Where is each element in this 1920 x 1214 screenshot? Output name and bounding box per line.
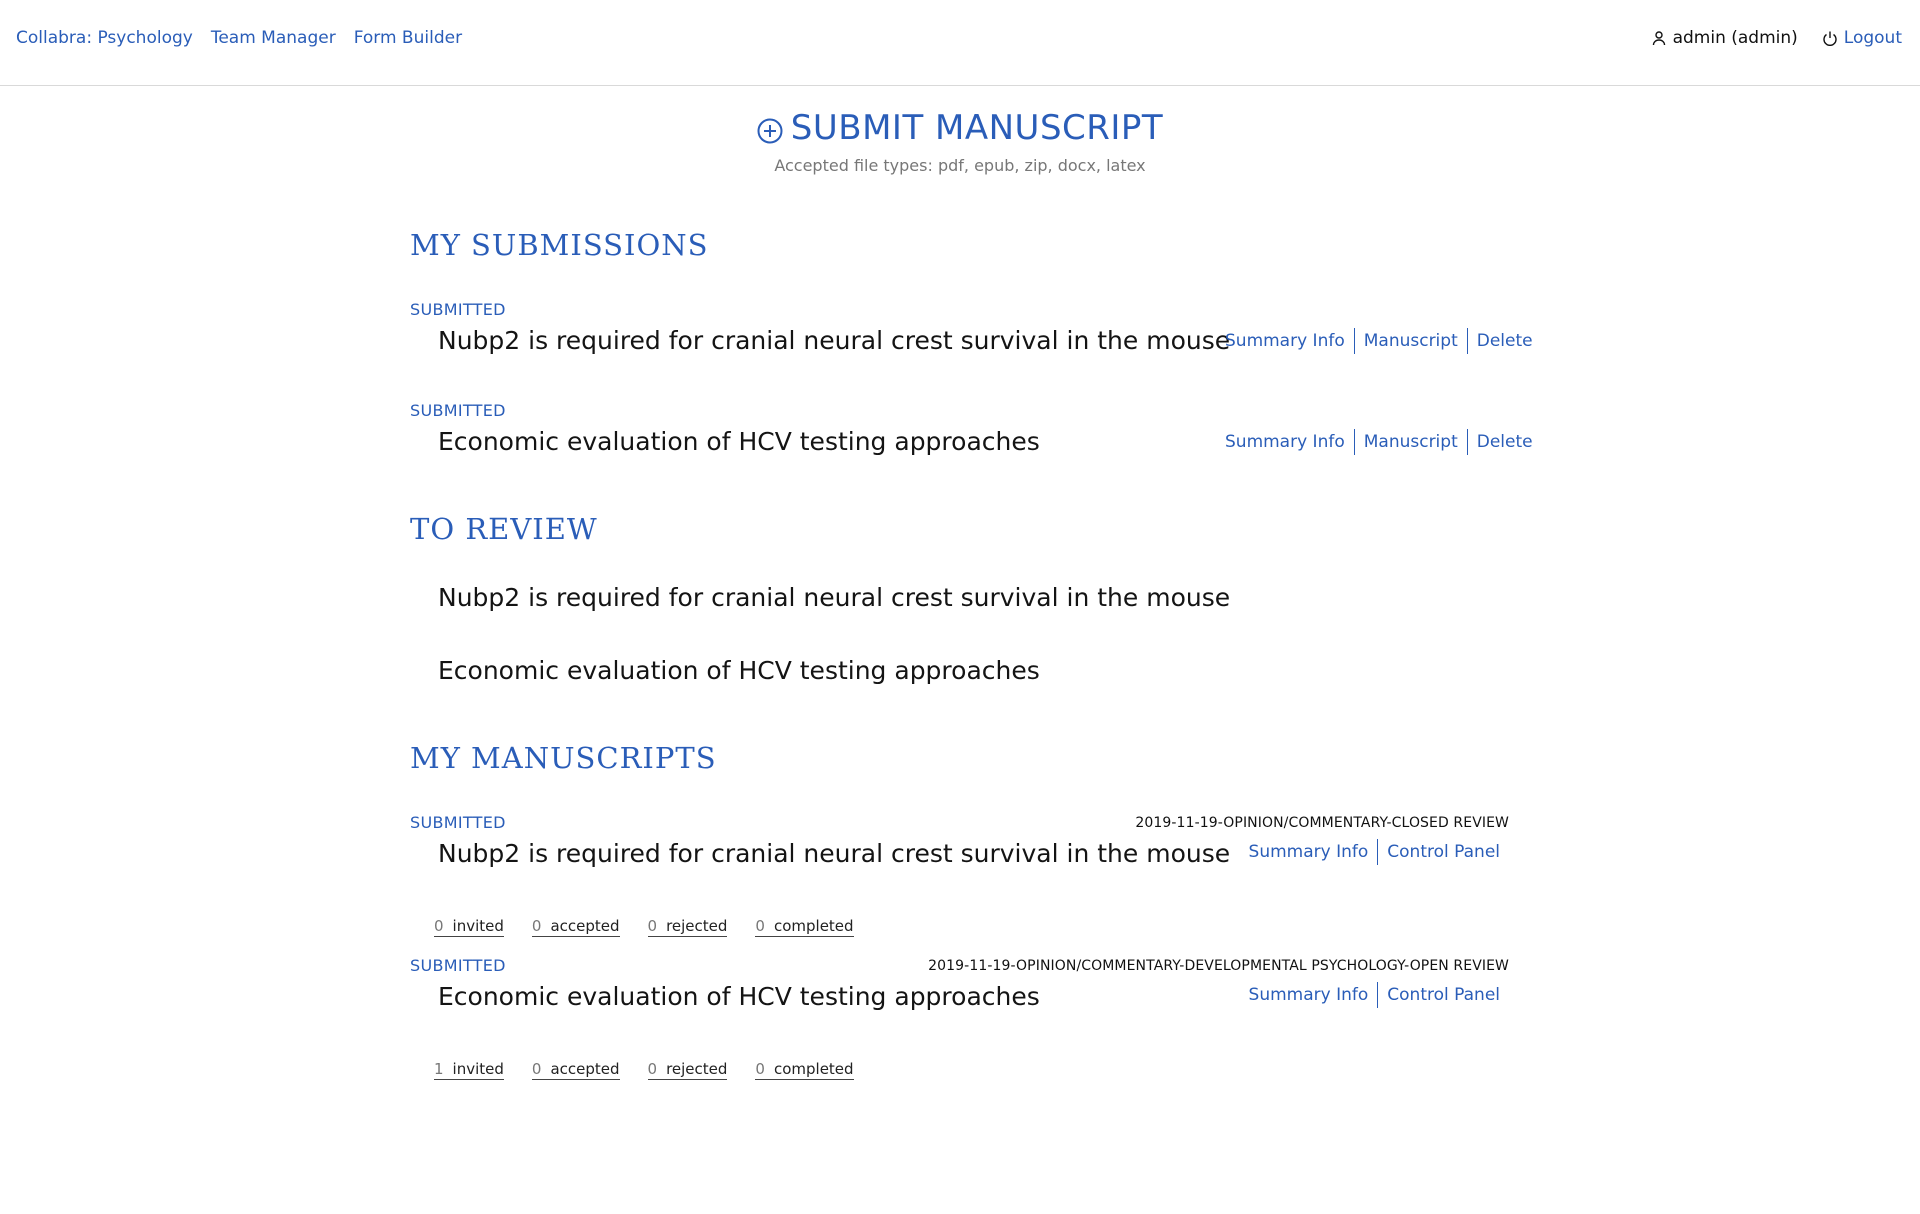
rejected-count[interactable] — [648, 917, 728, 937]
count-number: 0 — [755, 1060, 765, 1078]
nav-brand-link[interactable]: Collabra: Psychology — [16, 28, 193, 48]
accepted-file-types: Accepted file types: pdf, epub, zip, docx, latex — [774, 156, 1146, 175]
count-number: 0 — [647, 1060, 658, 1078]
summary-info-link[interactable]: Summary Info — [1225, 432, 1345, 452]
divider — [1467, 328, 1468, 354]
delete-link[interactable]: Delete — [1476, 432, 1533, 452]
divider — [1377, 839, 1378, 865]
manuscript-title: Nubp2 is required for cranial neural crest survival in the mouse — [438, 839, 1231, 868]
manuscript-link[interactable]: Manuscript — [1363, 432, 1458, 452]
summary-info-link[interactable]: Summary Info — [1225, 331, 1345, 351]
nav-left — [16, 28, 462, 48]
count-label: accepted — [550, 917, 620, 935]
count-label: accepted — [550, 1060, 620, 1078]
divider — [1354, 328, 1355, 354]
submission-actions — [1225, 328, 1533, 354]
count-number: 0 — [434, 917, 444, 935]
invited-count[interactable] — [434, 1060, 504, 1080]
accepted-count[interactable] — [532, 917, 620, 937]
logout-label: Logout — [1843, 28, 1902, 48]
review-title[interactable]: Economic evaluation of HCV testing approaches — [438, 656, 1040, 685]
my-submissions-heading: MY SUBMISSIONS — [410, 228, 709, 262]
submission-actions — [1225, 429, 1533, 455]
count-label: completed — [773, 1060, 854, 1078]
submit-manuscript-label: SUBMIT MANUSCRIPT — [790, 108, 1164, 148]
user-icon — [1651, 30, 1667, 46]
submission-title: Nubp2 is required for cranial neural crest survival in the mouse — [438, 326, 1231, 355]
user-name: admin (admin) — [1672, 28, 1798, 48]
divider — [1467, 429, 1468, 455]
reviewer-counts — [434, 1060, 854, 1080]
control-panel-link[interactable]: Control Panel — [1387, 985, 1500, 1005]
count-label: invited — [452, 917, 504, 935]
manuscript-tag: 2019-11-19-OPINION/COMMENTARY-DEVELOPMENTAL PSYCHOLOGY-OPEN REVIEW — [928, 958, 1509, 974]
manuscript-actions — [1249, 982, 1500, 1008]
user-menu[interactable] — [1651, 28, 1798, 48]
count-label: rejected — [666, 917, 728, 935]
manuscript-status: SUBMITTED — [410, 813, 506, 832]
summary-info-link[interactable]: Summary Info — [1248, 842, 1369, 862]
divider — [1377, 982, 1378, 1008]
divider — [1354, 429, 1355, 455]
manuscript-status: SUBMITTED — [410, 956, 506, 975]
manuscript-title: Economic evaluation of HCV testing approaches — [438, 982, 1040, 1011]
manuscript-tag: 2019-11-19-OPINION/COMMENTARY-CLOSED REVIEW — [1135, 815, 1509, 831]
completed-count[interactable] — [755, 917, 853, 937]
control-panel-link[interactable]: Control Panel — [1387, 842, 1500, 862]
top-navbar — [0, 0, 1920, 86]
submission-status: SUBMITTED — [410, 401, 506, 420]
submission-title: Economic evaluation of HCV testing approaches — [438, 427, 1040, 456]
rejected-count[interactable] — [648, 1060, 728, 1080]
nav-team-manager-link[interactable]: Team Manager — [210, 28, 336, 48]
manuscript-actions — [1249, 839, 1500, 865]
plus-circle-icon — [757, 118, 783, 144]
manuscript-link[interactable]: Manuscript — [1363, 331, 1458, 351]
nav-right — [1651, 28, 1902, 48]
count-label: rejected — [666, 1060, 728, 1078]
invited-count[interactable] — [434, 917, 504, 937]
logout-link[interactable] — [1822, 28, 1902, 48]
submit-area — [0, 108, 1920, 175]
accepted-count[interactable] — [532, 1060, 620, 1080]
completed-count[interactable] — [755, 1060, 853, 1080]
summary-info-link[interactable]: Summary Info — [1248, 985, 1369, 1005]
count-number: 0 — [647, 917, 658, 935]
reviewer-counts — [434, 917, 854, 937]
count-number: 0 — [755, 917, 765, 935]
review-title[interactable]: Nubp2 is required for cranial neural crest survival in the mouse — [438, 583, 1231, 612]
count-number: 1 — [434, 1060, 444, 1078]
count-number: 0 — [531, 917, 542, 935]
delete-link[interactable]: Delete — [1476, 331, 1533, 351]
submit-manuscript-button[interactable] — [757, 108, 1163, 148]
submission-status: SUBMITTED — [410, 300, 506, 319]
to-review-heading: TO REVIEW — [410, 512, 598, 546]
count-number: 0 — [531, 1060, 542, 1078]
my-manuscripts-heading: MY MANUSCRIPTS — [410, 741, 717, 775]
count-label: invited — [452, 1060, 504, 1078]
count-label: completed — [773, 917, 854, 935]
power-icon — [1822, 30, 1838, 46]
nav-form-builder-link[interactable]: Form Builder — [353, 28, 463, 48]
